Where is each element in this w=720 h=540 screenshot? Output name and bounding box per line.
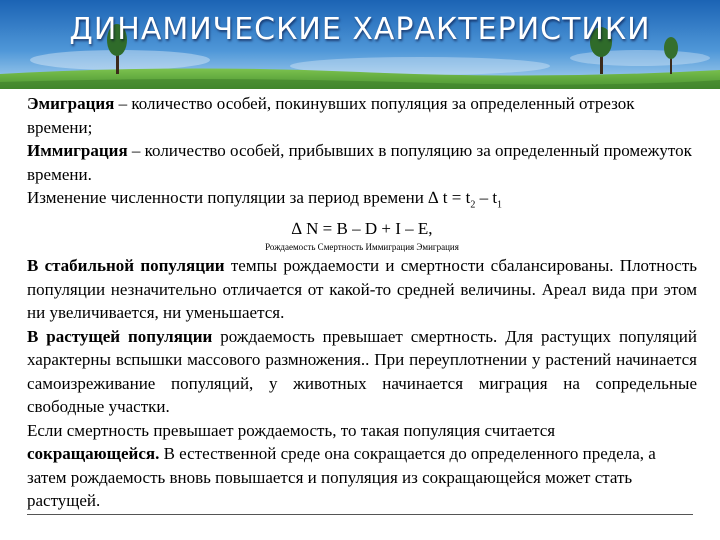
change-sub-1: 1: [497, 199, 503, 211]
change-text: Изменение численности популяции за период времени ∆ t = t: [27, 188, 471, 207]
slide-body: [27, 92, 697, 513]
population-formula: ∆ N = B – D + I – E,: [291, 218, 433, 238]
stable-text: темпы рождаемости и смертности сбалансированы. Плотность популяции незначительно отличается от какой-то средней величины. Ареал вида при этом ни увеличивается, ни уменьшается.: [27, 256, 698, 323]
growing-term: В растущей популяции: [27, 326, 213, 346]
immigration-term: Иммиграция: [27, 141, 128, 160]
header-banner: [0, 0, 720, 92]
population-change-line: [27, 186, 697, 217]
change-mid: – t: [475, 188, 498, 207]
emigration-definition: [27, 92, 697, 139]
immigration-text: – количество особей, прибывших в популяцию за определенный промежуток времени.: [27, 141, 692, 184]
immigration-definition: [27, 139, 697, 186]
declining-term: сокращающейся.: [27, 444, 160, 464]
emigration-term: Эмиграция: [27, 94, 115, 113]
declining-text-1: Если смертность превышает рождаемость, то такая популяция считается: [27, 420, 556, 440]
change-sub-2: 2: [470, 199, 476, 211]
formula-legend: Рождаемость Смертность Иммиграция Эмиграция: [265, 242, 459, 253]
emigration-text: – количество особей, покинувших популяция за определенный отрезок времени;: [27, 94, 635, 137]
bottom-divider: [27, 514, 693, 515]
growing-text: рождаемость превышает смертность. Для растущих популяций характерны вспышки массового размножения.. При переуплотнении у растений начинается самоизреживание популяций, у животных начинается миграция на сопредельные свободные участки.: [27, 326, 697, 417]
declining-population-paragraph: [27, 419, 697, 513]
stable-population-paragraph: [27, 254, 697, 325]
slide-title: ДИНАМИЧЕСКИЕ ХАРАКТЕРИСТИКИ: [69, 12, 651, 47]
declining-text-2: В естественной среде она сокращается до определенного предела, а затем рождаемость вновь повышается и популяция из сокращающейся может стать растущей.: [27, 444, 656, 511]
stable-term: В стабильной популяции: [27, 256, 225, 276]
growing-population-paragraph: [27, 325, 697, 419]
